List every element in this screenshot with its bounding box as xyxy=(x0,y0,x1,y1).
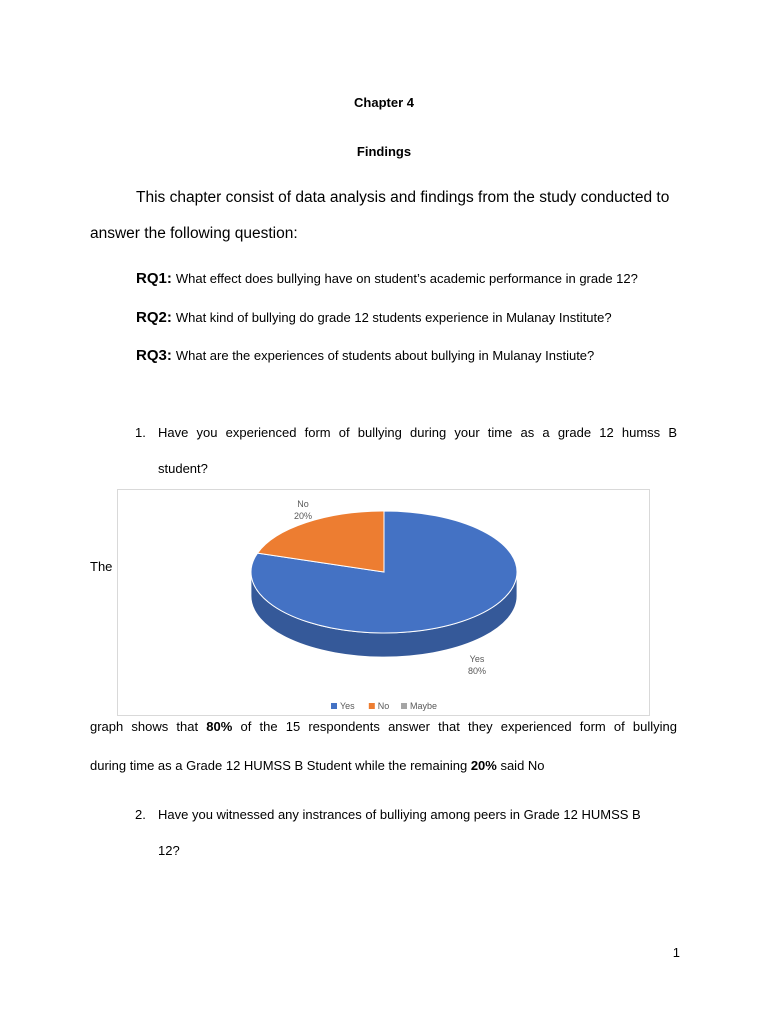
rq3-text: What are the experiences of students about bullying in Mulanay Instiute? xyxy=(175,348,595,363)
page-number: 1 xyxy=(672,945,680,960)
legend-label-no: No xyxy=(377,701,390,711)
result-text-2c: said No xyxy=(496,758,545,773)
result-text-2a: during time as a Grade 12 HUMSS B Student while the remaining xyxy=(90,758,471,773)
rq2-label: RQ2: xyxy=(136,309,172,326)
data-label-yes-percent: 80% xyxy=(467,666,487,676)
pie-chart xyxy=(117,489,650,716)
chapter-title: Chapter 4 xyxy=(354,95,414,110)
rq2-text: What kind of bullying do grade 12 students experience in Mulanay Institute? xyxy=(175,310,612,325)
research-question-3 xyxy=(136,347,594,364)
data-label-no-percent: 20% xyxy=(293,511,313,521)
question-2-line-2: 12? xyxy=(158,843,180,858)
intro-line-1: This chapter consist of data analysis and findings from the study conducted to xyxy=(136,189,670,206)
research-question-2 xyxy=(136,309,612,326)
question-1-line-2: student? xyxy=(158,461,208,476)
result-percent-no: 20% xyxy=(470,758,497,773)
intro-line-2: answer the following question: xyxy=(90,225,298,242)
legend-label-maybe: Maybe xyxy=(410,701,438,711)
paragraph-start-word: The xyxy=(90,559,113,574)
result-paragraph-line-1 xyxy=(90,719,677,734)
rq1-label: RQ1: xyxy=(136,270,172,287)
section-title: Findings xyxy=(356,144,412,159)
data-label-yes-category: Yes xyxy=(469,654,485,664)
research-question-1 xyxy=(136,270,638,287)
question-2-line-1: Have you witnessed any instrances of bulliying among peers in Grade 12 HUMSS B xyxy=(158,807,641,822)
result-paragraph-line-2 xyxy=(90,758,545,773)
legend-label-yes: Yes xyxy=(340,701,355,711)
legend-swatch-yes xyxy=(331,703,337,709)
data-label-no-category: No xyxy=(297,499,309,509)
result-text-1a: graph shows that xyxy=(90,719,207,734)
legend-swatch-maybe xyxy=(401,703,407,709)
question-2-number: 2. xyxy=(135,807,146,822)
legend-swatch-no xyxy=(369,703,375,709)
rq1-text: What effect does bullying have on student’s academic performance in grade 12? xyxy=(175,271,638,286)
result-text-1c: of the 15 respondents answer that they experienced form of bullying xyxy=(232,719,677,734)
result-percent-yes: 80% xyxy=(206,719,233,734)
question-1-line-1: Have you experienced form of bullying during your time as a grade 12 humss B xyxy=(158,425,677,440)
rq3-label: RQ3: xyxy=(136,347,172,364)
question-1-number: 1. xyxy=(135,425,146,440)
